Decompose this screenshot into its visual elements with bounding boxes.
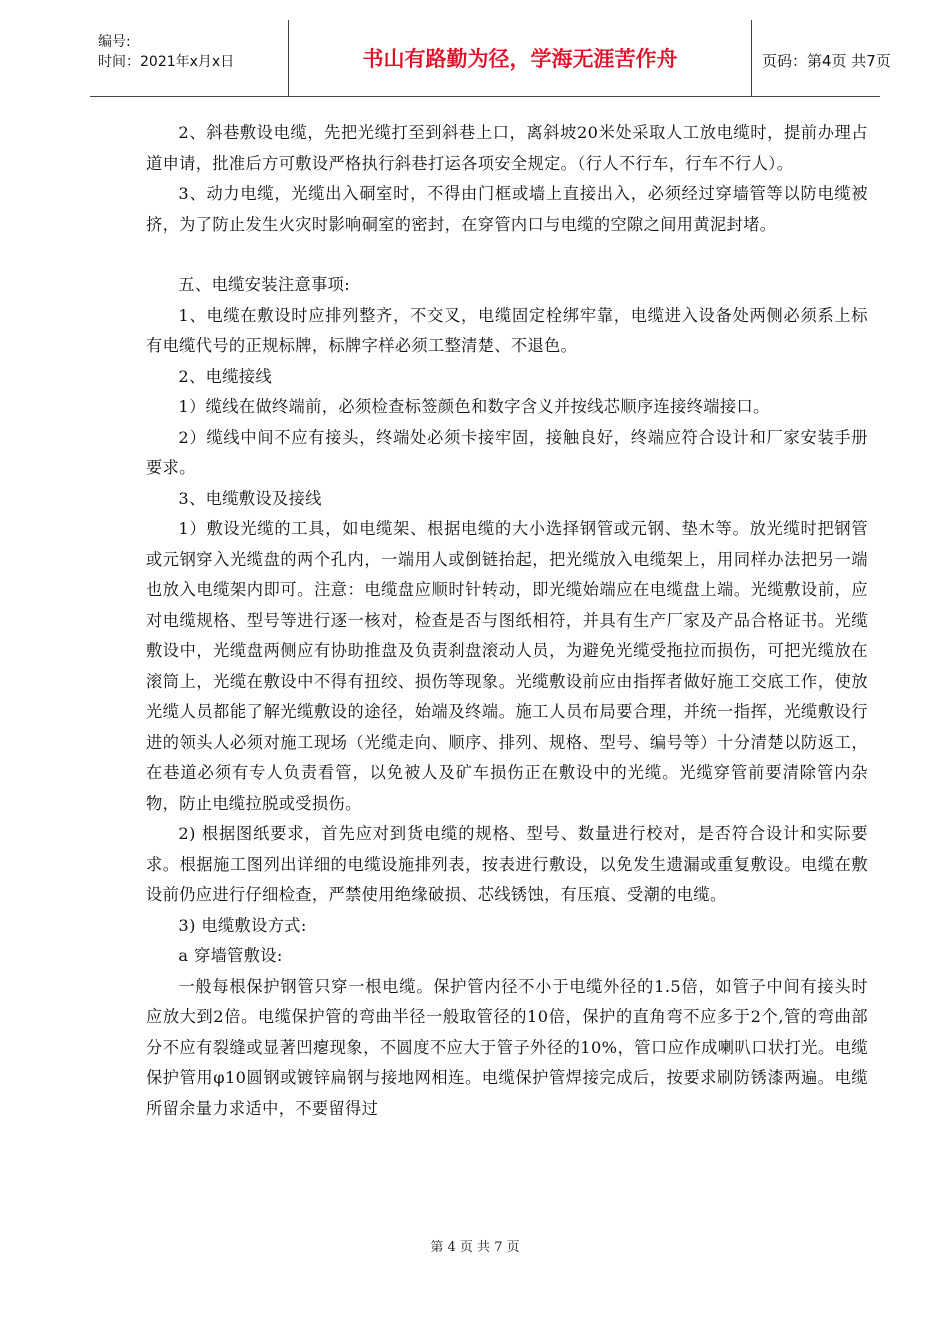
document-number-label: 编号: xyxy=(98,34,131,50)
subheading: a 穿墙管敷设: xyxy=(178,946,283,965)
subheading: 3、电缆敷设及接线 xyxy=(178,488,322,508)
paragraph: 2、斜巷敷设电缆，先把光缆打至到斜巷上口，离斜坡20米处采取人工放电缆时，提前办理占道申请，批准后方可敷设严格执行斜巷打运各项安全规定。（行人不行车，行车不行人）。 xyxy=(146,123,868,173)
page-header xyxy=(90,20,891,97)
paragraph: 1、电缆在敷设时应排列整齐，不交叉，电缆固定栓绑牢靠，电缆进入设备处两侧必须系上标有电缆代号的正规标牌，标牌字样必须工整清楚、不退色。 xyxy=(146,305,868,355)
document-body xyxy=(146,118,868,1124)
paragraph: 一般每根保护钢管只穿一根电缆。保护管内径不小于电缆外径的1.5倍，如管子中间有接头时应放大到2倍。电缆保护管的弯曲半径一般取管径的10倍，保护的直角弯不应多于2个,管的弯曲部分不应有裂缝或显著凹瘪现象，不圆度不应大于管子外径的10%，管口应作成喇叭口状打光。电缆保护管用φ10圆钢或镀锌扁钢与接地网相连。电缆保护管焊接完成后，按要求刷防锈漆两遍。电缆所留余量力求适中，不要留得过 xyxy=(146,976,868,1118)
header-meta xyxy=(98,32,286,72)
page-footer: 第 4 页 共 7 页 xyxy=(430,1240,520,1255)
paragraph: 1）敷设光缆的工具，如电缆架、根据电缆的大小选择钢管或元钢、垫木等。放光缆时把钢管或元钢穿入光缆盘的两个孔内，一端用人或倒链抬起，把光缆放入电缆架上，用同样办法把另一端也放入电缆架内即可。注意：电缆盘应顺时针转动，即光缆始端应在电缆盘上端。光缆敷设前，应对电缆规格、型号等进行逐一核对，检查是否与图纸相符，并具有生产厂家及产品合格证书。光缆敷设中，光缆盘两侧应有协助推盘及负责刹盘滚动人员，为避免光缆受拖拉而损伤，可把光缆放在滚筒上，光缆在敷设中不得有扭绞、损伤等现象。光缆敷设前应由指挥者做好施工交底工作，使放光缆人员都能了解光缆敷设的途径，始端及终端。施工人员布局要合理，并统一指挥，光缆敷设行进的领头人必须对施工现场（光缆走向、顺序、排列、规格、型号、编号等）十分清楚以防返工，在巷道必须有专人负责看管，以免被人及矿车损伤正在敷设中的光缆。光缆穿管前要清除管内杂物，防止电缆拉脱或受损伤。 xyxy=(146,519,868,813)
paragraph: 3、动力电缆，光缆出入硐室时，不得由门框或墙上直接出入，必须经过穿墙管等以防电缆被挤，为了防止发生火灾时影响硐室的密封，在穿管内口与电缆的空隙之间用黄泥封堵。 xyxy=(146,184,868,234)
document-date: 时间：2021年x月x日 xyxy=(98,54,235,70)
paragraph: 2）缆线中间不应有接头，终端处必须卡接牢固，接触良好，终端应符合设计和厂家安装手册要求。 xyxy=(146,427,868,477)
paragraph: 1）缆线在做终端前，必须检查标签颜色和数字含义并按线芯顺序连接终端接口。 xyxy=(178,397,770,416)
paragraph: 2) 根据图纸要求，首先应对到货电缆的规格、型号、数量进行校对，是否符合设计和实际要求。根据施工图列出详细的电缆设施排列表，按表进行敷设，以免发生遗漏或重复敷设。电缆在敷设前仍应进行仔细检查，严禁使用绝缘破损、芯线锈蚀，有压痕、受潮的电缆。 xyxy=(146,824,868,904)
header-page-number: 页码：第4页 共7页 xyxy=(762,52,891,70)
section-heading: 五、电缆安装注意事项: xyxy=(178,275,351,294)
subheading: 2、电缆接线 xyxy=(178,366,273,386)
header-motto: 书山有路勤为径，学海无涯苦作舟 xyxy=(288,20,752,96)
subheading: 3) 电缆敷设方式: xyxy=(178,915,307,935)
